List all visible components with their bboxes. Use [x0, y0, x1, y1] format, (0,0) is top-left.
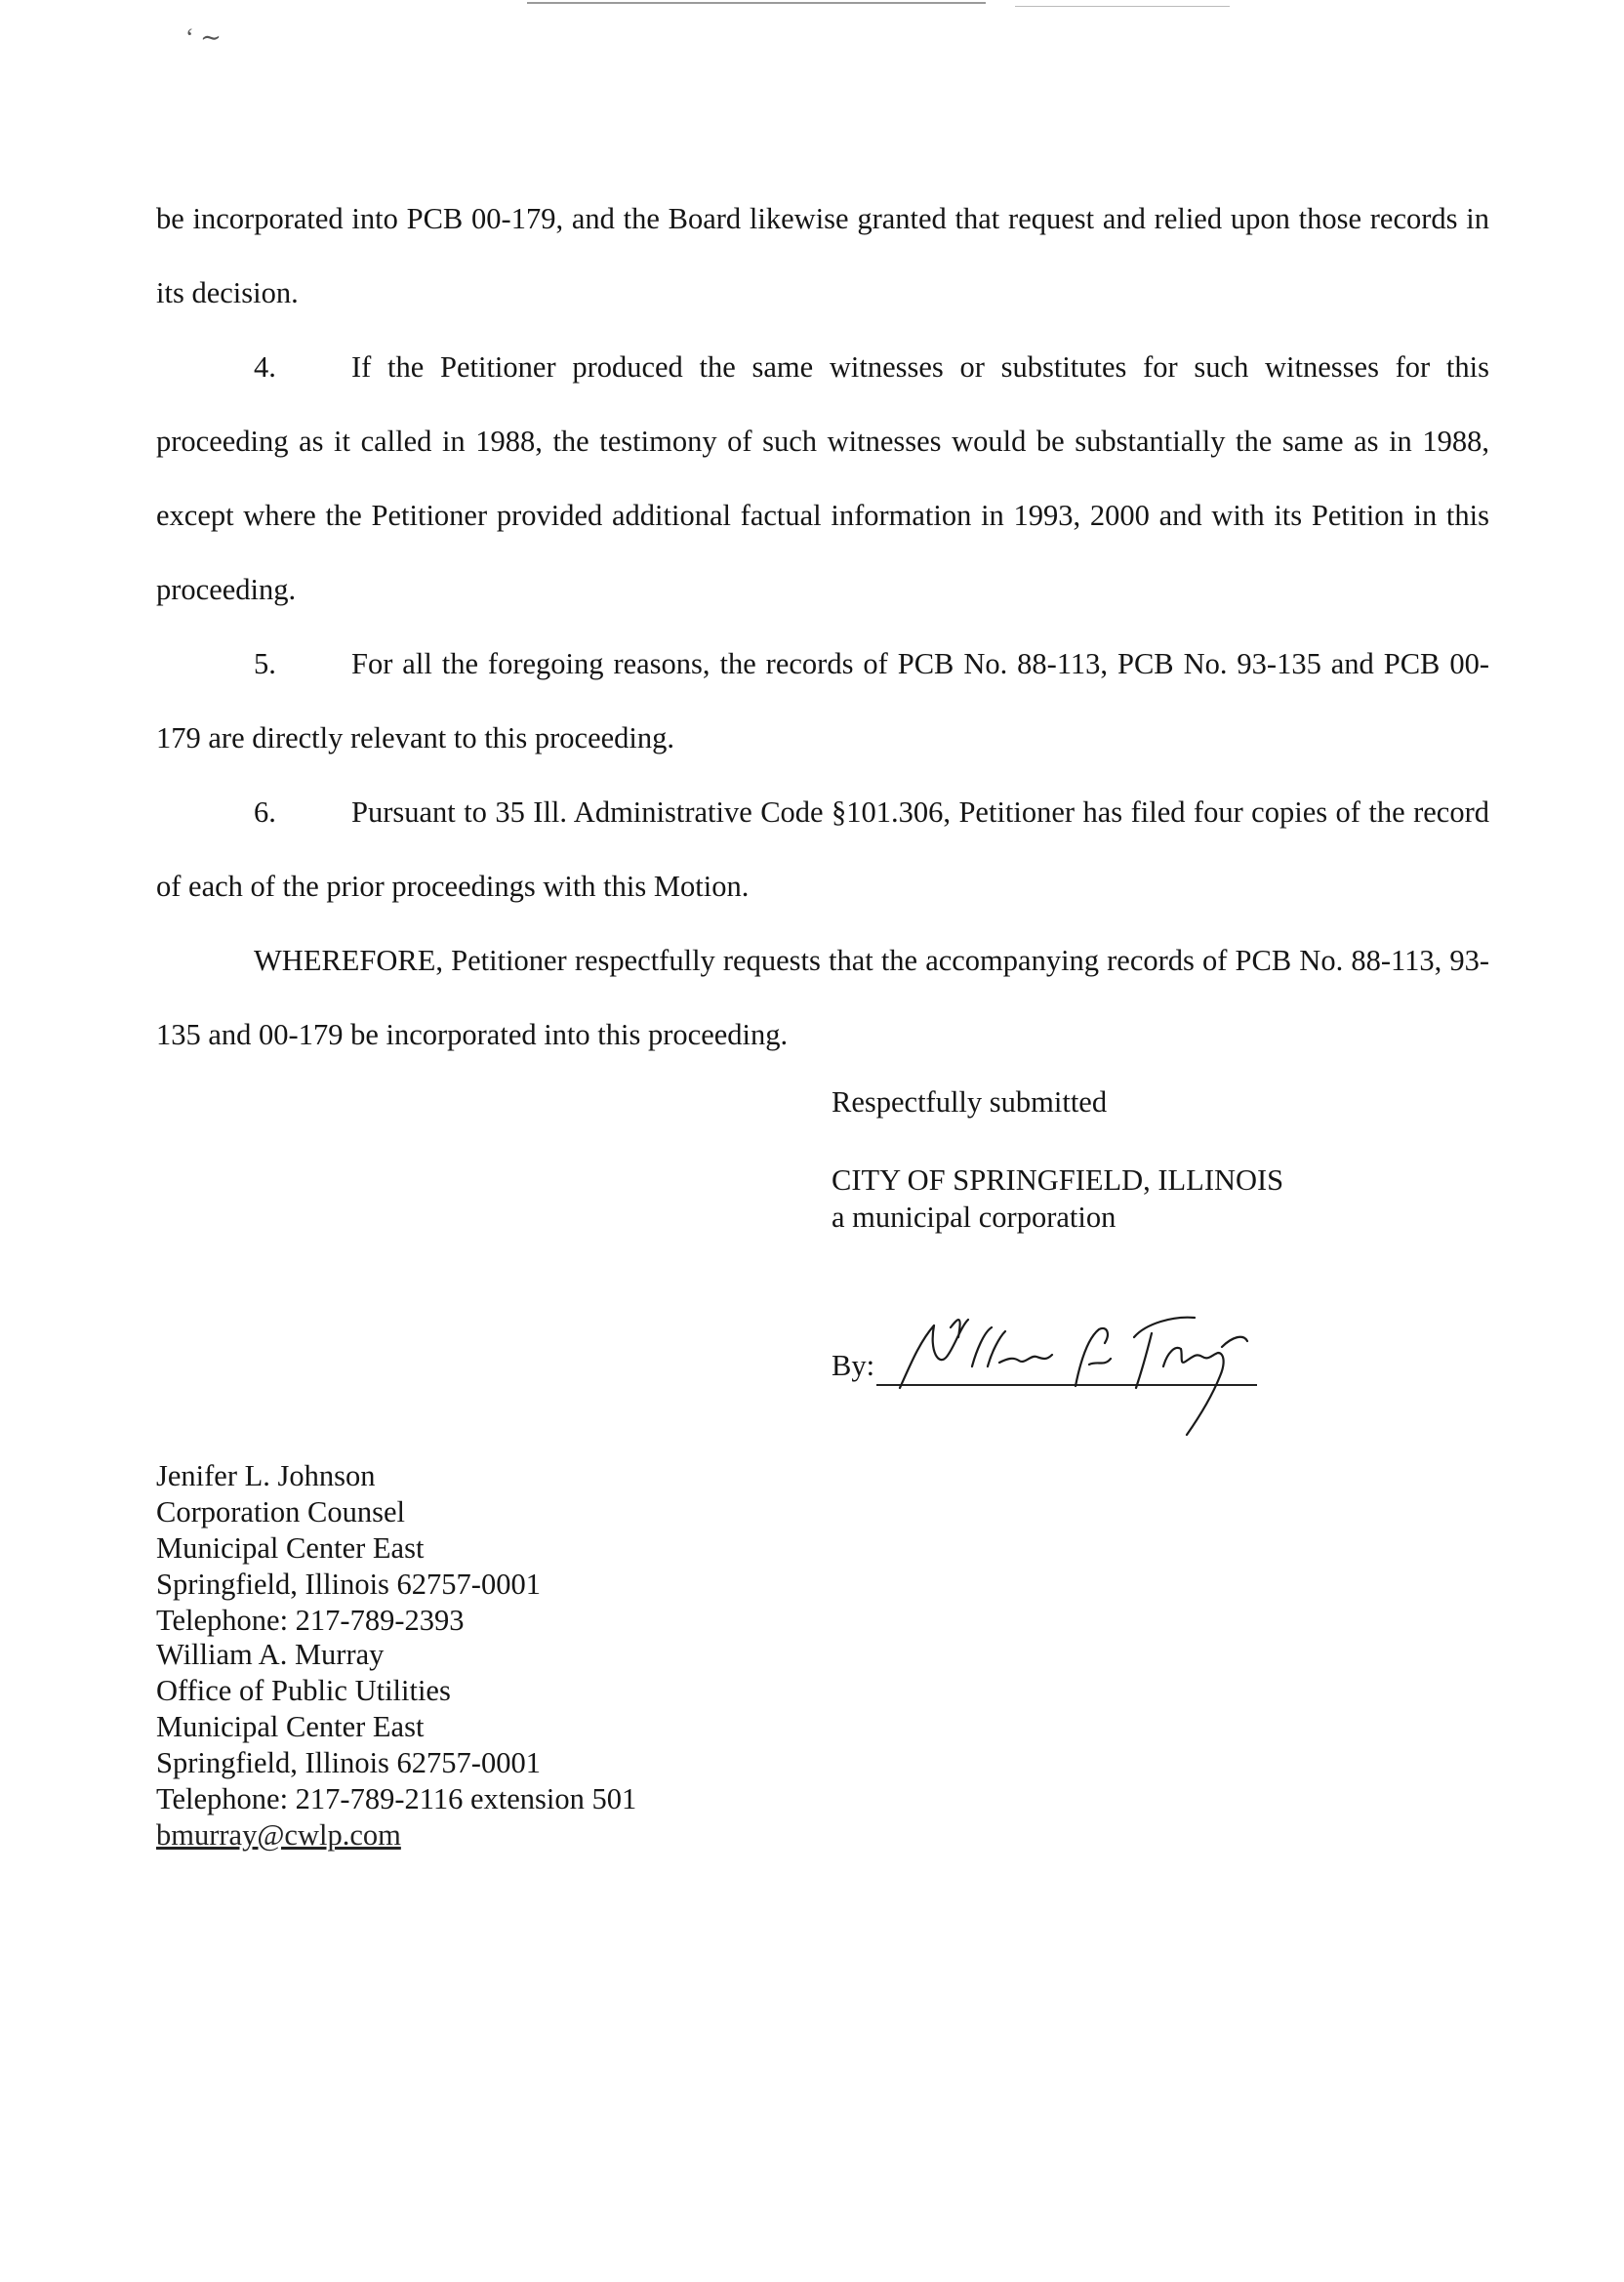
paragraph-6-text: Pursuant to 35 Ill. Administrative Code §101.306, Petitioner has filed four copies of the record of each of the prior proceedings with this Motion.	[156, 795, 1489, 903]
scan-artifact-mark: ‘ ∼	[185, 23, 222, 52]
by-label: By:	[832, 1349, 875, 1382]
contact-murray	[156, 1637, 636, 1854]
paragraph-5-number: 5.	[254, 647, 276, 680]
paragraph-5	[156, 627, 1489, 775]
contact-email-link[interactable]: bmurray@cwlp.com	[156, 1818, 401, 1852]
entity-name: CITY OF SPRINGFIELD, ILLINOIS	[832, 1163, 1284, 1197]
paragraph-4-text: If the Petitioner produced the same witnesses or substitutes for such witnesses for this proceeding as it called in 1988, the testimony of such witnesses would be substantially the same as in 1988, except where the Petitioner provided additional factual information in 1993, 2000 and with its Petition in this proceeding.	[156, 350, 1489, 606]
contact-city: Springfield, Illinois 62757-0001	[156, 1746, 541, 1779]
entity-block	[832, 1161, 1283, 1236]
signature-block	[832, 1298, 1417, 1454]
paragraph-continued: be incorporated into PCB 00-179, and the Board likewise granted that request and relied upon those records in its decision.	[156, 202, 1489, 309]
paragraph-4-number: 4.	[254, 350, 276, 384]
contact-city: Springfield, Illinois 62757-0001	[156, 1568, 541, 1601]
contact-office: Municipal Center East	[156, 1710, 425, 1743]
scan-artifact-top-line	[527, 2, 986, 4]
paragraph-6-number: 6.	[254, 795, 276, 829]
paragraph-6	[156, 775, 1489, 923]
contact-phone: Telephone: 217-789-2116 extension 501	[156, 1782, 637, 1815]
paragraph-5-text: For all the foregoing reasons, the records of PCB No. 88-113, PCB No. 93-135 and PCB 00-179 are directly relevant to this proceeding.	[156, 647, 1489, 754]
contact-name: Jenifer L. Johnson	[156, 1459, 376, 1492]
contact-johnson	[156, 1458, 541, 1639]
contact-title: Office of Public Utilities	[156, 1674, 451, 1707]
handwritten-signature-icon	[890, 1298, 1300, 1445]
wherefore-clause: WHEREFORE, Petitioner respectfully requests that the accompanying records of PCB No. 88-113, 93-135 and 00-179 be incorporated into this proceeding.	[156, 944, 1489, 1051]
contact-name: William A. Murray	[156, 1638, 385, 1671]
contact-phone: Telephone: 217-789-2393	[156, 1604, 465, 1637]
contact-office: Municipal Center East	[156, 1531, 425, 1565]
paragraph-4	[156, 330, 1489, 627]
respectfully-submitted: Respectfully submitted	[832, 1085, 1108, 1119]
scan-artifact-top-line-right	[1015, 6, 1230, 7]
contact-title: Corporation Counsel	[156, 1495, 405, 1528]
entity-type: a municipal corporation	[832, 1201, 1116, 1234]
